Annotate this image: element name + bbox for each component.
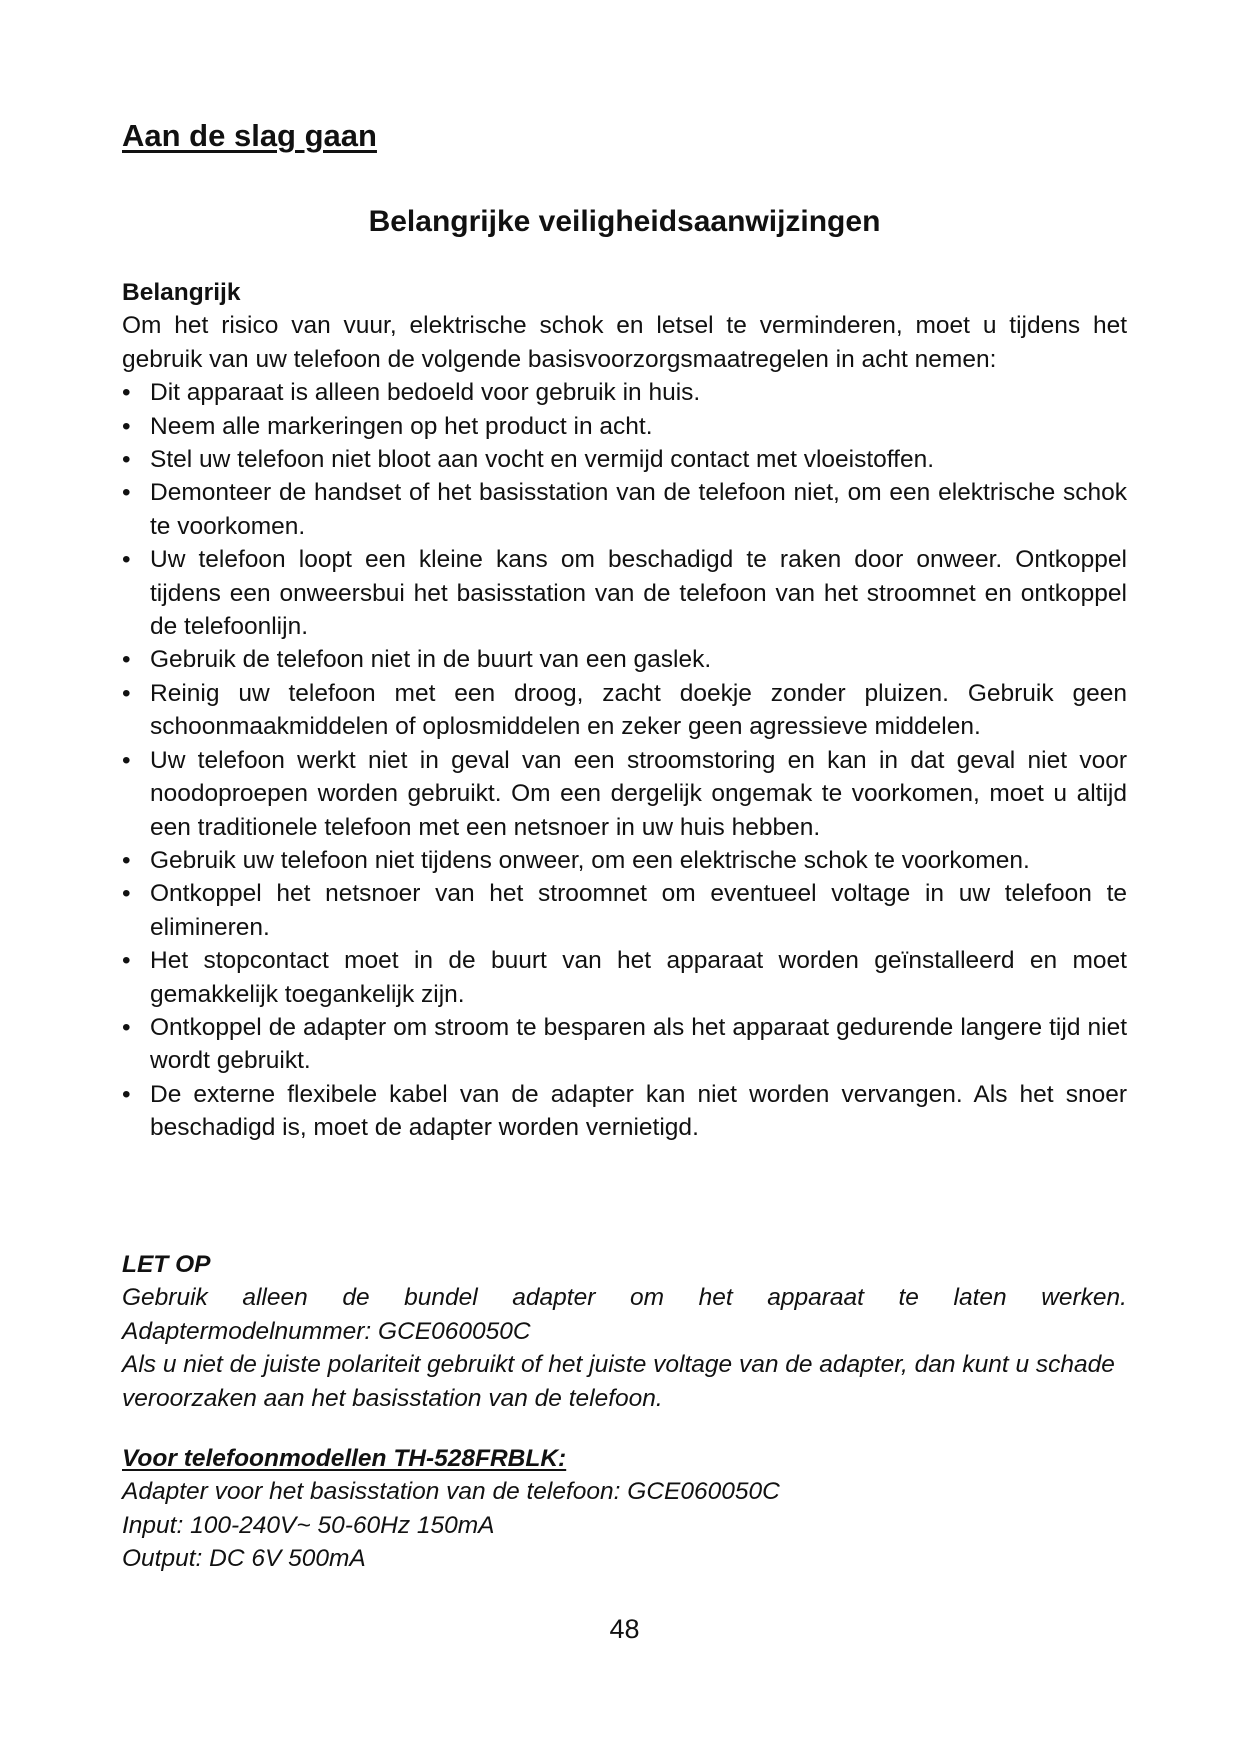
list-item: • Uw telefoon werkt niet in geval van een stroomstoring en kan in dat geval niet voor noodoproepen worden gebruikt. Om een dergelijk ongemak te voorkomen, moet u altijd een traditionele telefoon met een netsnoer in uw huis hebben. (122, 744, 1127, 844)
page-heading: Belangrijke veiligheidsaanwijzingen (368, 205, 881, 238)
caution-note (122, 1248, 1127, 1415)
important-intro: Om het risico van vuur, elektrische schok en letsel te verminderen, moet u tijdens het gebruik van uw telefoon de volgende basisvoorzorgsmaatregelen in acht nemen: (122, 312, 1127, 373)
models-title: Voor telefoonmodellen TH-528FRBLK: (122, 1445, 567, 1472)
input-spec: Input: 100-240V~ 50-60Hz 150mA (122, 1511, 495, 1539)
caution-line-adapter: Gebruik alleen de bundel adapter om het apparaat te laten werken. (122, 1284, 1127, 1312)
list-item: • Gebruik uw telefoon niet tijdens onweer, om een elektrische schok te voorkomen. (122, 844, 1127, 877)
list-item: • Neem alle markeringen op het product in acht. (122, 410, 1127, 443)
list-item: • Ontkoppel de adapter om stroom te besparen als het apparaat gedurende langere tijd niet wordt gebruikt. (122, 1011, 1127, 1078)
list-item: • Het stopcontact moet in de buurt van het apparaat worden geïnstalleerd en moet gemakkelijk toegankelijk zijn. (122, 944, 1127, 1011)
caution-title: LET OP (122, 1251, 211, 1278)
list-item: • Demonteer de handset of het basisstation van de telefoon niet, om een elektrische schok te voorkomen. (122, 476, 1127, 543)
caution-polarity-warning: Als u niet de juiste polariteit gebruikt of het juiste voltage van de adapter, dan kunt u schade veroorzaken aan het basisstation van de telefoon. (122, 1351, 1115, 1412)
caution-model-number: Adaptermodelnummer: GCE060050C (122, 1317, 531, 1345)
output-spec: Output: DC 6V 500mA (122, 1545, 366, 1573)
model-specs (122, 1442, 1127, 1576)
section-title: Aan de slag gaan (122, 118, 377, 153)
list-item: • De externe flexibele kabel van de adapter kan niet worden vervangen. Als het snoer beschadigd is, moet de adapter worden vernietigd. (122, 1078, 1127, 1145)
list-item: • Uw telefoon loopt een kleine kans om beschadigd te raken door onweer. Ontkoppel tijdens een onweersbui het basisstation van de telefoon van het stroomnet en ontkoppel de telefoonlijn. (122, 543, 1127, 643)
list-item: • Reinig uw telefoon met een droog, zacht doekje zonder pluizen. Gebruik geen schoonmaakmiddelen of oplosmiddelen en zeker geen agressieve middelen. (122, 677, 1127, 744)
safety-instructions (122, 276, 1127, 1145)
list-item: • Dit apparaat is alleen bedoeld voor gebruik in huis. (122, 376, 1127, 409)
important-title: Belangrijk (122, 279, 241, 306)
safety-list (122, 376, 1127, 1144)
adapter-spec: Adapter voor het basisstation van de telefoon: GCE060050C (122, 1478, 780, 1506)
page-number: 48 (609, 1614, 640, 1644)
list-item: • Ontkoppel het netsnoer van het stroomnet om eventueel voltage in uw telefoon te elimineren. (122, 877, 1127, 944)
list-item: • Stel uw telefoon niet bloot aan vocht en vermijd contact met vloeistoffen. (122, 443, 1127, 476)
manual-page (122, 0, 1127, 1754)
list-item: • Gebruik de telefoon niet in de buurt van een gaslek. (122, 643, 1127, 676)
